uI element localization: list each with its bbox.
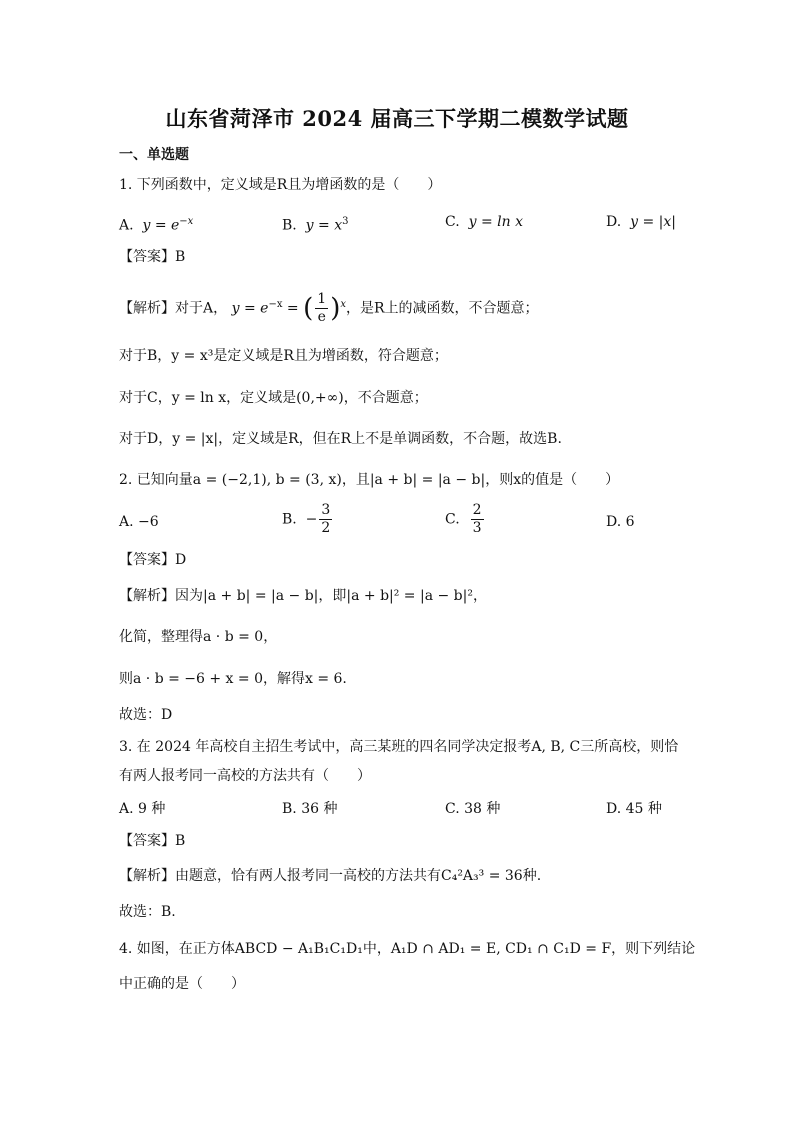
- q1-option-c: [445, 212, 523, 232]
- q2-option-c: C. $\frac{2}{3}$: [445, 502, 482, 536]
- q2-option-b: B. − $\frac{3}{2}$: [282, 502, 331, 536]
- q3-option-a: A. 9 种: [119, 801, 166, 817]
- option-expr: y = ln x: [468, 214, 523, 230]
- option-label: D.: [606, 214, 622, 230]
- q3-option-d: D. 45 种: [606, 801, 662, 817]
- q2-conclusion: 故选：D: [119, 707, 173, 723]
- q2-answer: 【答案】D: [119, 552, 187, 568]
- q1-analysis-1: 【解析】对于A， $y = e^{-x}$ = ( $\frac{1}{e}$ )$^x$，是R上的减函数，不合题意；: [119, 291, 539, 326]
- q1-analysis-4: 对于D，y = |x|，定义域是R，但在R上不是单调函数，不合题，故选B.: [119, 431, 562, 447]
- q3-answer: 【答案】B: [119, 833, 186, 849]
- question-3-stem-1: 3. 在 2024 年高校自主招生考试中，高三某班的四名同学决定报考A, B, C三所高校，则恰: [119, 739, 679, 755]
- q1-option-b: B. $y = x^3$: [282, 216, 349, 234]
- section-heading: 一、单选题: [119, 147, 189, 163]
- option-label: A.: [119, 217, 134, 234]
- option-label: B.: [282, 511, 297, 528]
- q2-option-a: A. −6: [119, 514, 159, 530]
- q1-analysis-3: 对于C，y = ln x，定义域是(0,+∞)，不合题意；: [119, 390, 428, 406]
- q1-answer: 【答案】B: [119, 249, 186, 265]
- question-3-stem-2: 有两人报考同一高校的方法共有（ ）: [119, 768, 371, 784]
- analysis-label: 【解析】: [119, 300, 175, 317]
- question-1-stem: 1. 下列函数中，定义域是R且为增函数的是（ ）: [119, 177, 442, 193]
- q2-analysis-1: 【解析】因为|a + b| = |a − b|，即|a + b|² = |a − b|²，: [119, 588, 487, 604]
- q1-analysis-2: 对于B，y = x³是定义域是R且为增函数，符合题意；: [119, 348, 448, 364]
- q2-option-d: D. 6: [606, 514, 635, 530]
- option-label: C.: [445, 214, 460, 230]
- analysis-text: 对于A，: [175, 300, 228, 317]
- option-label: B.: [282, 217, 297, 234]
- question-4-stem-1: 4. 如图，在正方体ABCD − A₁B₁C₁D₁中，A₁D ∩ AD₁ = E, CD₁ ∩ C₁D = F，则下列结论: [119, 941, 696, 957]
- option-label: C.: [445, 511, 460, 528]
- q3-option-b: B. 36 种: [282, 801, 338, 817]
- q1-option-d: [606, 212, 676, 232]
- q1-option-a: A. $y = e^{-x}$: [119, 216, 194, 234]
- option-expr: y = e: [142, 217, 180, 234]
- q2-analysis-3: 则a · b = −6 + x = 0，解得x = 6.: [119, 671, 347, 687]
- option-expr: y = x: [305, 217, 343, 234]
- page-title: 山东省菏泽市 2024 届高三下学期二模数学试题: [165, 106, 629, 131]
- q3-conclusion: 故选：B.: [119, 904, 176, 920]
- question-2-stem: 2. 已知向量a = (−2,1), b = (3, x)，且|a + b| = |a − b|，则x的值是（ ）: [119, 472, 620, 488]
- q3-option-c: C. 38 种: [445, 801, 501, 817]
- option-expr: y = |x|: [630, 214, 676, 230]
- question-4-stem-2: 中正确的是（ ）: [119, 976, 245, 992]
- analysis-text: ，是R上的减函数，不合题意；: [345, 300, 539, 317]
- q3-analysis: 【解析】由题意，恰有两人报考同一高校的方法共有C₄²A₃³ = 36种.: [119, 868, 542, 884]
- q2-analysis-2: 化简，整理得a · b = 0，: [119, 629, 278, 645]
